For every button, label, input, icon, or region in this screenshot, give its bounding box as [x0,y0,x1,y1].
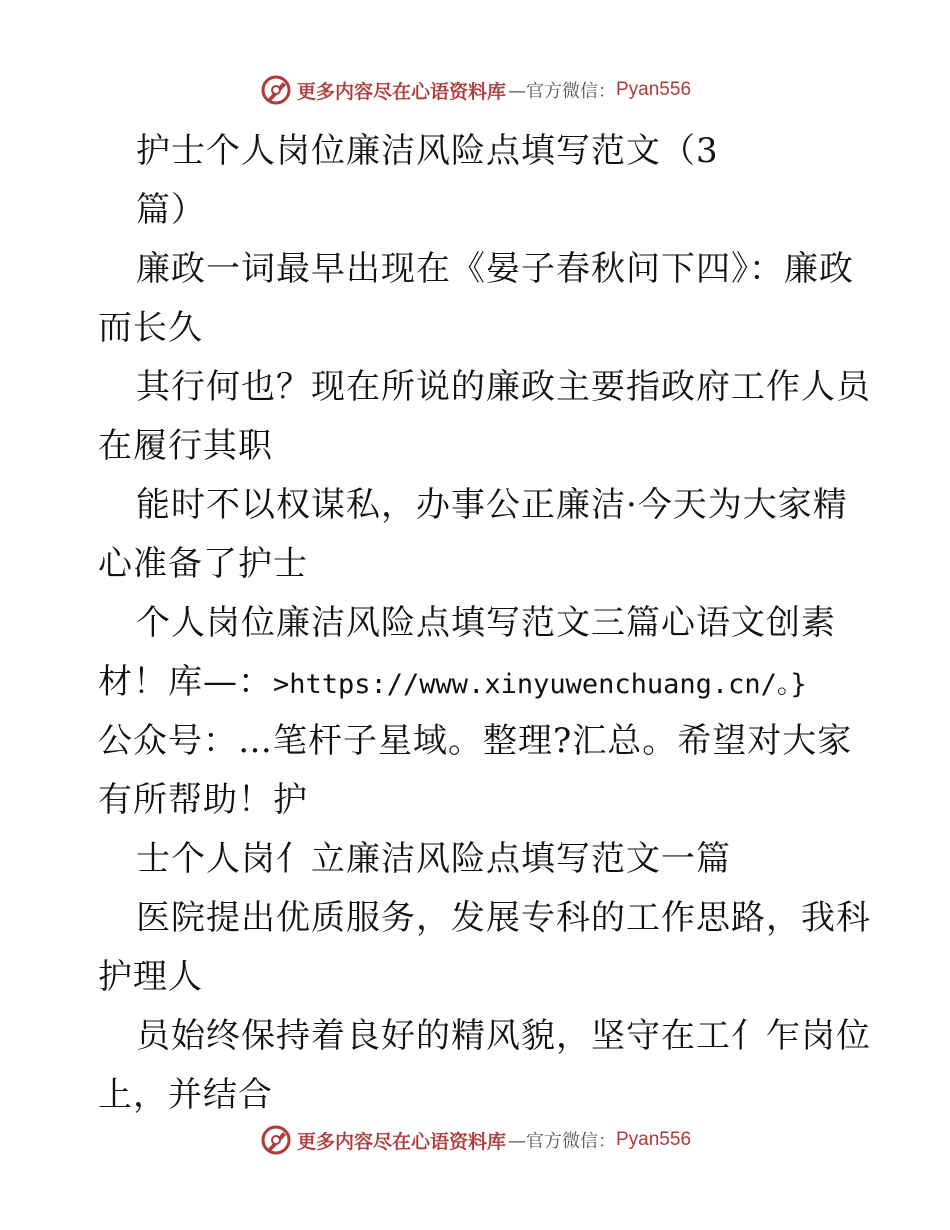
banner-contact: Pyan556 [616,79,692,100]
text-line: 廉政一词最早出现在《晏子春秋问下四》：廉政 [136,249,854,289]
header-banner [0,70,950,110]
pen-logo-icon [259,73,293,107]
text-line-url: 材！库—：>https://www.xinyuwenchuang.cn/。} [98,662,807,702]
banner-separator: —官方微信： [508,81,616,102]
text-line: 个人岗位廉洁风险点填写范文三篇心语文创素 [136,603,836,643]
text-line: 护士个人岗位廉洁风险点填写范文（3 [136,131,719,171]
url-text: >https://www.xinyuwenchuang.cn/。} [273,669,807,700]
text-line: 公众号：…笔杆子星域。整理?汇总。希望对大家 [98,721,853,761]
banner-contact: Pyan556 [616,1129,692,1150]
banner-title: 更多内容尽在心语资料库 [296,1130,506,1153]
banner-title: 更多内容尽在心语资料库 [296,80,506,103]
text-line: 心准备了护士 [98,544,308,584]
text-line: 能时不以权谋私，办事公正廉洁·今天为大家精 [136,485,848,525]
text-line: 护理人 [98,957,203,997]
text-line: 医院提出优质服务，发展专科的工作思路，我科 [136,898,871,938]
text-line: 其行何也？现在所说的廉政主要指政府工作人员 [136,367,871,407]
text-line: 上，并结合 [98,1075,273,1115]
document-body [98,122,871,1125]
footer-banner [0,1120,950,1160]
text-line: 在履行其职 [98,426,273,466]
text-line: 员始终保持着良好的精风貌，坚守在工亻乍岗位 [136,1016,871,1056]
text-line: 篇） [136,190,206,230]
text-line: 有所帮助！护 [98,780,308,820]
text-line: 士个人岗亻立廉洁风险点填写范文一篇 [136,839,731,879]
banner-separator: —官方微信： [508,1131,616,1152]
pen-logo-icon [259,1123,293,1157]
text-line: 而长久 [98,308,203,348]
